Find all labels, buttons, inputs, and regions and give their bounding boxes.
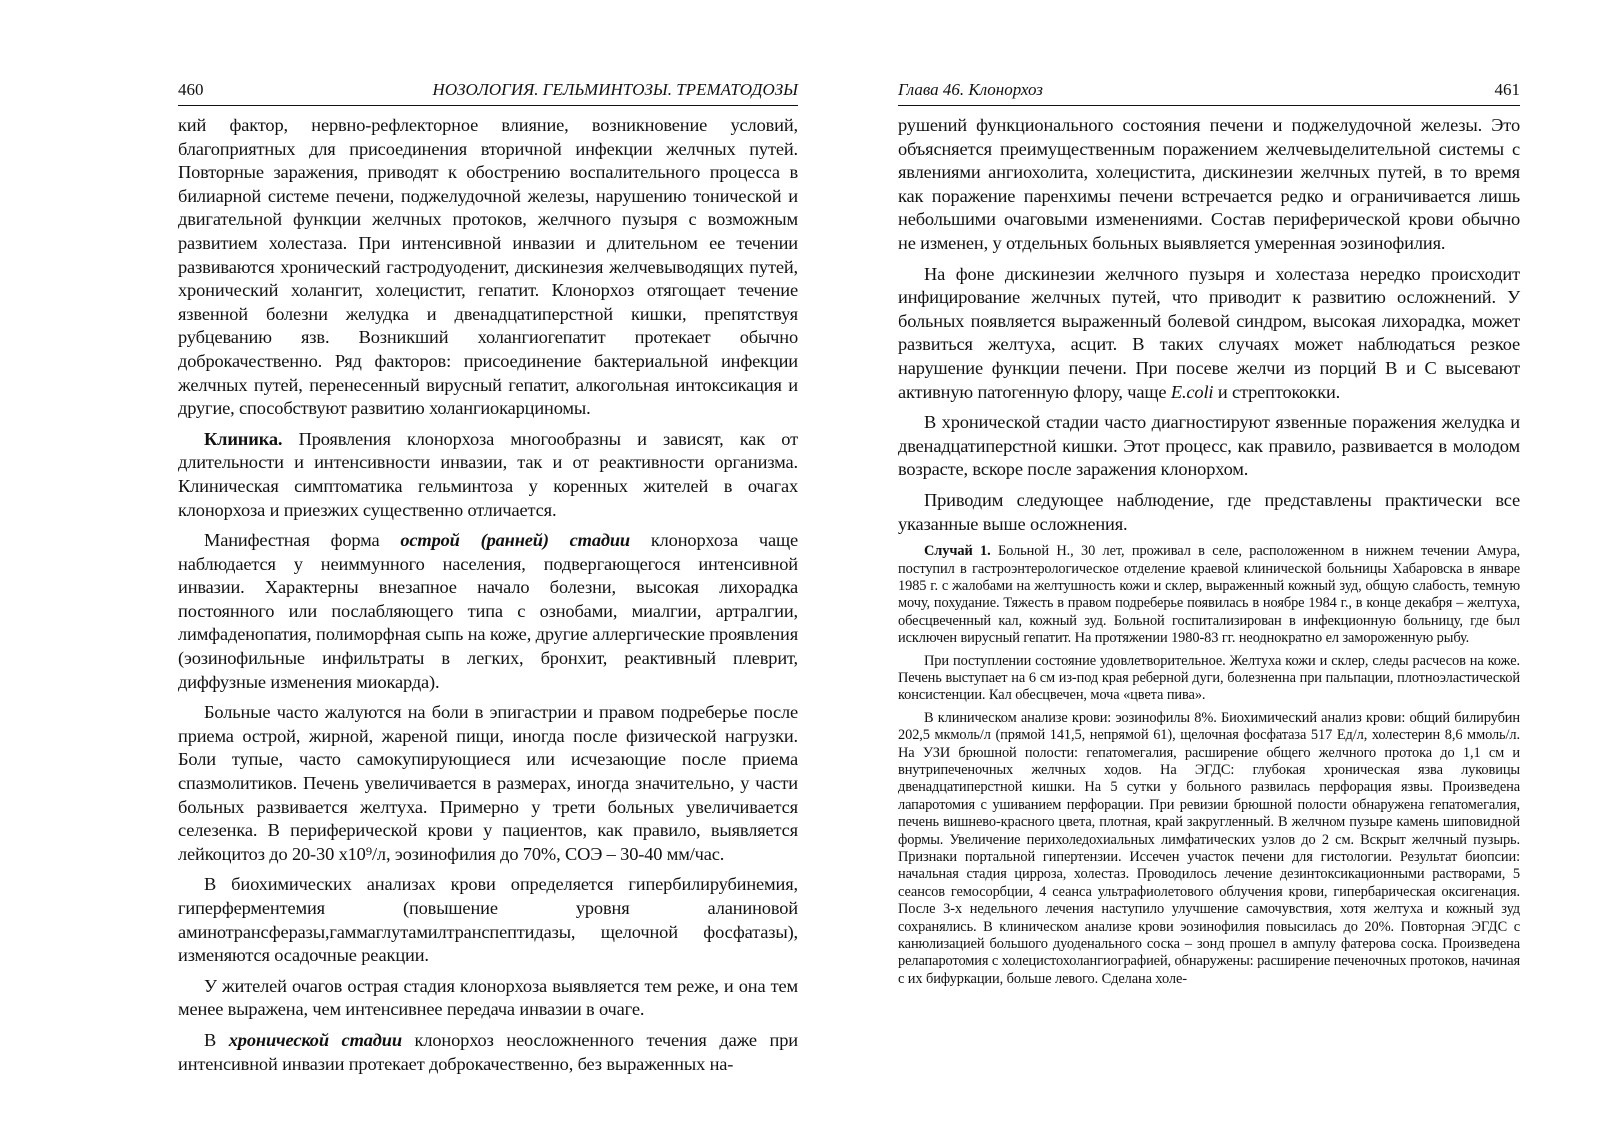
- paragraph-text: Больной Н., 30 лет, проживал в селе, расположенном в нижнем течении Амура, поступил в гастроэнтерологическое отделение краевой клинической больницы Хабаровска в январе 1985 г. с жалобами на желтушность кожи и склер, выраженный кожный зуд, общую слабость, темную мочу, похудание. Тяжесть в правом подреберье появилась в ноябре 1984 г., в конце декабря – желтуха, обесцвеченный кал, кожный зуд. Больной госпитализирован в инфекционную больницу, где был исключен вирусный гепатит. На протяжении 1980-83 гг. неоднократно ел замороженную рыбу.: [898, 543, 1520, 647]
- paragraph: Больные часто жалуются на боли в эпигастрии и правом подреберье после приема острой, жирной, жареной пищи, иногда после физической нагрузки. Боли тупые, часто самокупирующиеся или исчезающие после приема спазмолитиков. Печень увеличивается в размерах, иногда значительно, у части больных развивается желтуха. Примерно у трети больных увеличивается селезенка. В периферической крови у пациентов, как правило, выявляется лейкоцитоз до 20-30 х10⁹/л, эозинофилия до 70%, СОЭ – 30-40 мм/час.: [178, 702, 798, 864]
- page-number: 461: [1494, 80, 1520, 99]
- paragraph: Приводим следующее наблюдение, где представлены практически все указанные выше осложнения.: [898, 489, 1520, 534]
- paragraph-text: клонорхоза чаще наблюдается у неиммунного населения, подвергающегося интенсивной инвазии. Характерны внезапное начало болезни, высокая лихорадка постоянного или послабляющего типа с ознобами, миалгии, артралгии, лимфаденопатия, полиморфная сыпь на коже, другие аллергические проявления (эозинофильные инфильтраты в легких, бронхит, реактивный плеврит, диффузные изменения миокарда).: [178, 530, 798, 692]
- paragraph: У жителей очагов острая стадия клонорхоза выявляется тем реже, и она тем менее выражена, чем интенсивнее передача инвазии в очаге.: [178, 975, 798, 1020]
- paragraph: [898, 263, 1520, 405]
- paragraph: В хронической стадии часто диагностируют язвенные поражения желудка и двенадцатиперстной кишки. Этот процесс, как правило, развивается в молодом возрасте, вскоре после заражения клонорхом.: [898, 412, 1520, 480]
- right-page-body: [898, 114, 1520, 536]
- paragraph-text: и стрептококки.: [1213, 381, 1341, 402]
- running-title: НОЗОЛОГИЯ. ГЕЛЬМИНТОЗЫ. ТРЕМАТОДОЗЫ: [432, 80, 798, 99]
- section-heading: Клиника.: [204, 428, 283, 449]
- emphasis: E.coli: [1170, 381, 1214, 402]
- paragraph-text: клонорхоз неосложненного течения даже при интенсивной инвазии протекает доброкачественно, без выраженных на-: [178, 1029, 798, 1074]
- page-number: 460: [178, 80, 204, 99]
- left-page-header: [178, 80, 798, 106]
- running-title: Глава 46. Клонорхоз: [898, 80, 1043, 99]
- paragraph: кий фактор, нервно-рефлекторное влияние, возникновение условий, благоприятных для присоединения вторичной инфекции желчных путей. Повторные заражения, приводят к обострению воспалительного процесса в билиарной системе печени, поджелудочной железы, нарушению тонической и двигательной функции желчных протоков, желчного пузыря с возможным развитием холестаза. При интенсивной инвазии и длительном ее течении развиваются хронический гастродуоденит, дискинезия желчевыводящих путей, хронический холангит, холецистит, гепатит. Клонорхоз отягощает течение язвенной болезни желудка и двенадцатиперстной кишки, препятствуя рубцеванию язв. Возникший холангиогепатит протекает обычно доброкачественно. Ряд факторов: присоединение бактериальной инфекции желчных путей, перенесенный вирусный гепатит, алкогольная интоксикация и другие, способствуют развитию холангиокарциномы.: [178, 115, 798, 419]
- case-heading: Случай 1.: [924, 543, 991, 560]
- paragraph: [178, 428, 798, 522]
- case-paragraph: В клиническом анализе крови: эозинофилы 8%. Биохимический анализ крови: общий билирубин 202,5 мкмоль/л (прямой 141,5, непрямой 61), щелочная фосфатаза 517 Ед/л, холестерин 8,6 ммоль/л. На УЗИ брюшной полости: гепатомегалия, расширение общего желчного протока до 1,1 см и внутрипеченочных желчных ходов. На ЭГДС: глубокая хроническая язва луковицы двенадцатиперстной кишки. На 5 сутки у больного развилась перфорация язвы. Произведена лапаротомия с ушиванием перфорации. При ревизии брюшной полости обнаружена гепатомегалия, печень вишнево-красного цвета, плотная, край закругленный. В желчном пузыре камень шиповидной формы. Увеличение перихоледохиальных лимфатических узлов до 2 см. Вскрыт желчный пузырь. Признаки портальной гипертензии. Иссечен участок печени для гистологии. Результат биопсии: начальная стадия цирроза, холестаз. Проводилось лечение дезинтоксикационными растворами, 5 сеансов гемосорбции, 4 сеанса ультрафиолетового облучения крови, гипербарическая оксигенация. После 3-х недельного лечения наступило улучшение самочувствия, хотя желтуха и кожный зуд сохранялись. В клиническом анализе крови эозинофилия повысилась до 20%. Повторная ЭГДС с канюлизацией большого дуоденального соска – зонд прошел в ампулу фатерова соска. Произведена релапаротомия с холецистохолангиографией, обнаружены: расширение печеночных протоков, начиная с их бифуркации, больше левого. Сделана холе-: [898, 709, 1520, 987]
- case-paragraph: При поступлении состояние удовлетворительное. Желтуха кожи и склер, следы расчесов на коже. Печень выступает на 6 см из-под края реберной дуги, болезненна при пальпации, плотноэластической консистенции. Кал обесцвечен, моча «цвета пива».: [898, 652, 1520, 704]
- paragraph-text: Манифестная форма: [204, 530, 401, 551]
- left-page-body: [178, 114, 798, 1076]
- paragraph-text: Проявления клонорхоза многообразны и зависят, как от длительности и интенсивности инвазии, так и от реактивности организма. Клиническая симптоматика гельминтоза у коренных жителей в очагах клонорхоза и приезжих существенно отличается.: [178, 428, 798, 520]
- paragraph-text: На фоне дискинезии желчного пузыря и холестаза нередко происходит инфицирование желчных путей, что приводит к развитию осложнений. У больных появляется выраженный болевой синдром, высокая лихорадка, может развиться желтуха, асцит. В таких случаях может наблюдаться резкое нарушение функции печени. При посеве желчи из порций В и С высевают активную патогенную флору, чаще: [898, 263, 1520, 402]
- right-page: [898, 80, 1520, 993]
- emphasis: хронической стадии: [228, 1029, 402, 1050]
- paragraph: В биохимических анализах крови определяется гипербилирубинемия, гиперферментемия (повышение уровня аланиновой аминотрансферазы,гаммаглутамилтранспептидазы, щелочной фосфатазы), изменяются осадочные реакции.: [178, 874, 798, 966]
- paragraph: [178, 529, 798, 694]
- paragraph-text: В: [204, 1029, 229, 1050]
- emphasis: острой (ранней) стадии: [400, 530, 631, 551]
- paragraph: [178, 1029, 798, 1076]
- case-paragraph: [898, 543, 1520, 647]
- right-page-header: [898, 80, 1520, 106]
- left-page: [178, 80, 798, 1083]
- paragraph: рушений функционального состояния печени и поджелудочной железы. Это объясняется преимущественным поражением желчевыделительной системы с явлениями ангиохолита, холецистита, дискинезии желчных путей, в то время как поражение паренхимы печени встречается редко и ограничивается лишь небольшими очаговыми изменениями. Состав периферической крови обычно не изменен, у отдельных больных выявляется умеренная эозинофилия.: [898, 115, 1520, 253]
- case-study: [898, 543, 1520, 988]
